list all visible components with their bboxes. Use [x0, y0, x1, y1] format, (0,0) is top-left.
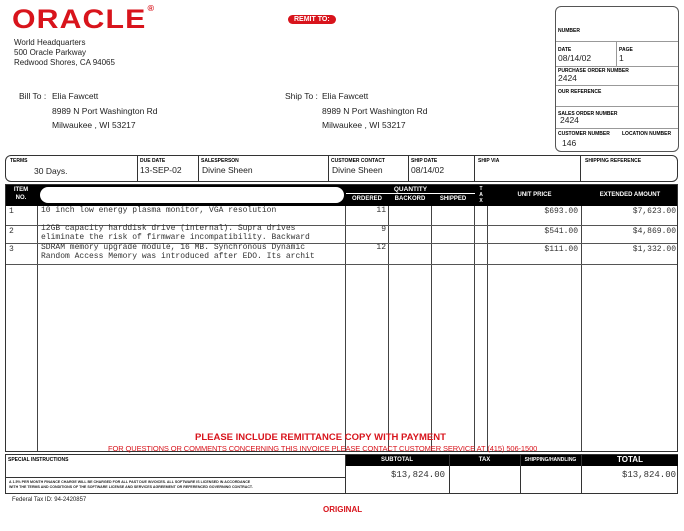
- header-tax: T A X: [479, 186, 483, 204]
- line-items-table: [5, 184, 678, 452]
- special-instructions-label: SPECIAL INSTRUCTIONS: [8, 457, 69, 463]
- header-ordered: ORDERED: [351, 196, 382, 202]
- so-label: SALES ORDER NUMBER: [558, 111, 618, 117]
- row-description-line: 12GB capacity harddisk drive (internal). Supra drives: [41, 224, 296, 233]
- oracle-logo: ORACLE®: [12, 4, 156, 34]
- customer-contact-value: Divine Sheen: [332, 165, 383, 175]
- original-stamp: ORIGINAL: [323, 505, 363, 514]
- po-value: 2424: [558, 73, 577, 83]
- po-label: PURCHASE ORDER NUMBER: [558, 68, 629, 74]
- row-extended-amount: $1,332.00: [632, 245, 676, 254]
- ship-date-value: 08/14/02: [411, 165, 445, 175]
- row-description: [41, 243, 315, 261]
- totals-section: [5, 454, 678, 494]
- row-description-line: eliminate the risk of firmware incompatibility. Backward: [41, 232, 310, 242]
- row-ordered-qty: 9: [381, 225, 386, 234]
- company-address: [14, 38, 115, 68]
- bill-to-label: Bill To :: [19, 91, 47, 101]
- header-unit-price: UNIT PRICE: [517, 192, 552, 198]
- subtotal-value: $13,824.00: [390, 470, 445, 480]
- ship-to-label: Ship To :: [285, 91, 318, 101]
- date-value: 08/14/02: [558, 53, 592, 63]
- subtotal-label: SUBTOTAL: [380, 457, 414, 463]
- terms-label: TERMS: [10, 158, 28, 164]
- page-label: PAGE: [619, 47, 633, 53]
- page-value: 1: [619, 53, 624, 63]
- row-ordered-qty: 12: [376, 243, 386, 252]
- order-info-bar: [5, 155, 678, 182]
- ship-to-name: Elia Fawcett: [322, 91, 369, 101]
- tax-label: TAX: [478, 457, 491, 463]
- remit-to-badge: REMIT TO:: [288, 15, 336, 24]
- row-extended-amount: $7,623.00: [632, 207, 676, 216]
- federal-tax-id: Federal Tax ID: 94-2420857: [12, 497, 87, 503]
- row-item-no: 3: [9, 245, 14, 254]
- row-description: [41, 225, 310, 242]
- header-item: ITEM: [13, 187, 29, 193]
- row-unit-price: $111.00: [544, 245, 578, 254]
- customer-service-notice: FOR QUESTIONS OR COMMENTS CONCERNING THIS INVOICE PLEASE CONTACT CUSTOMER SERVICE AT (415) 506-1500: [108, 444, 538, 453]
- hq-line-1: World Headquarters: [14, 38, 86, 47]
- remittance-notice: PLEASE INCLUDE REMITTANCE COPY WITH PAYMENT: [195, 432, 446, 443]
- due-date-label: DUE DATE: [140, 158, 166, 164]
- terms-value: 30 Days.: [34, 166, 68, 176]
- salesperson-label: SALESPERSON: [201, 158, 239, 164]
- hq-line-3: Redwood Shores, CA 94065: [14, 58, 115, 67]
- header-no: NO.: [15, 195, 27, 201]
- header-quantity: QUANTITY: [393, 186, 428, 193]
- bill-to-street: 8989 N Port Washington Rd: [52, 105, 158, 116]
- bill-to-city: Milwaukee , WI 53217: [52, 120, 136, 130]
- invoice-info-box: [555, 6, 679, 152]
- due-date-value: 13-SEP-02: [140, 165, 182, 175]
- row-item-no: 1: [9, 207, 14, 216]
- customer-number-value: 146: [562, 138, 577, 148]
- row-description-line: SDRAM memory upgrade module, 16 MB. Synchronous Dynamic: [41, 243, 306, 252]
- table-row: [6, 226, 677, 244]
- fine-print: [9, 480, 253, 490]
- row-item-no: 2: [9, 227, 14, 236]
- ship-to-city: Milwaukee , WI 53217: [322, 120, 406, 130]
- row-unit-price: $693.00: [544, 207, 578, 216]
- number-label: NUMBER: [558, 28, 580, 34]
- ship-via-label: SHIP VIA: [478, 158, 500, 164]
- header-backord: BACKORD: [394, 196, 426, 202]
- row-ordered-qty: 11: [376, 206, 386, 215]
- shipping-reference-label: SHIPPING REFERENCE: [585, 158, 642, 164]
- date-label: DATE: [558, 47, 572, 53]
- customer-contact-label: CUSTOMER CONTACT: [331, 158, 385, 164]
- our-reference-label: OUR REFERENCE: [558, 89, 602, 95]
- table-row: [6, 244, 677, 265]
- shipping-handling-label: SHIPPING/HANDLING: [524, 457, 577, 463]
- bill-to-name: Elia Fawcett: [52, 91, 99, 101]
- ship-date-label: SHIP DATE: [411, 158, 438, 164]
- total-value: $13,824.00: [621, 470, 676, 480]
- fine-print-line-2: WITH THE TERMS AND CONDITIONS OF THE SOFTWARE LICENSE AND SERVICES AGREEMENT OR REFERENCED GOVERNING CONTRACT.: [9, 485, 253, 489]
- location-number-label: LOCATION NUMBER: [622, 131, 672, 137]
- header-shipped: SHIPPED: [439, 196, 467, 202]
- header-extended-amount: EXTENDED AMOUNT: [599, 192, 661, 198]
- so-value: 2424: [560, 115, 579, 125]
- salesperson-value: Divine Sheen: [202, 165, 253, 175]
- table-row: [6, 206, 677, 226]
- fine-print-line-1: A 1.5% PER MONTH FINANCE CHARGE WILL BE CHARGED FOR ALL PAST DUE INVOICES. ALL SOFTWARE IS LICENSED IN ACCORDANCE: [9, 480, 251, 484]
- total-label: TOTAL: [617, 455, 643, 464]
- bill-to-address: [52, 89, 158, 133]
- row-unit-price: $541.00: [544, 227, 578, 236]
- row-extended-amount: $4,869.00: [632, 227, 676, 236]
- row-description: 10 inch low energy plasma monitor, VGA resolution: [41, 206, 277, 215]
- ship-to-street: 8989 N Port Washington Rd: [322, 105, 428, 116]
- hq-line-2: 500 Oracle Parkway: [14, 48, 87, 57]
- customer-number-label: CUSTOMER NUMBER: [558, 131, 610, 137]
- row-description-line: Random Access Memory was introduced after EDO. Its archit: [41, 252, 315, 261]
- ship-to-address: [322, 89, 428, 133]
